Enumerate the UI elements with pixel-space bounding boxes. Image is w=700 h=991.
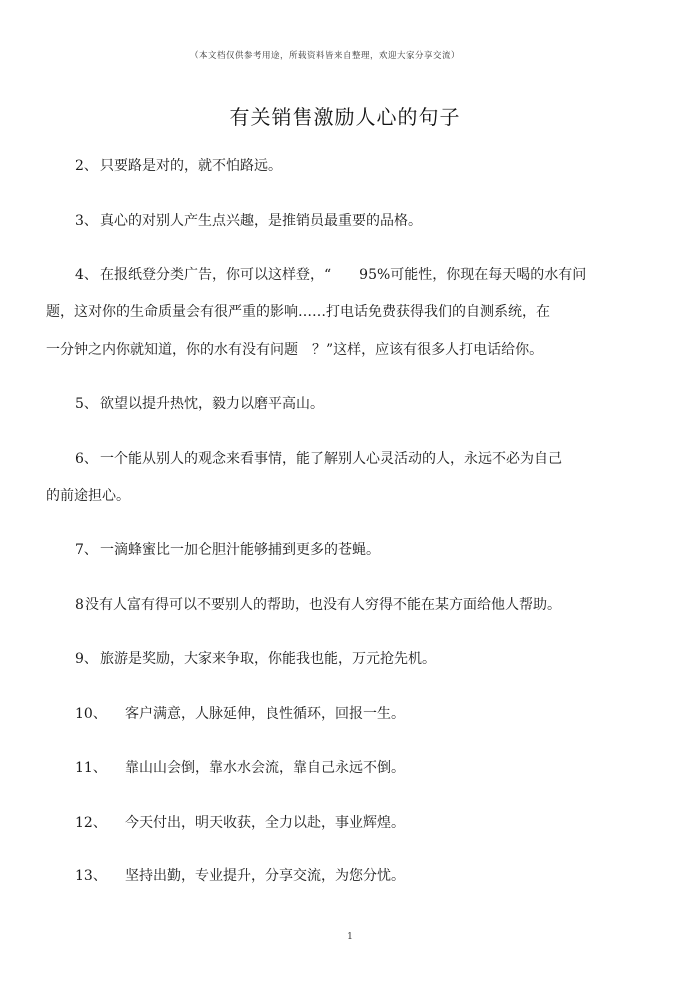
item-number: 7、 xyxy=(75,542,98,558)
item-continuation: 题，这对你的生命质量会有很严重的影响……打电话免费获得我们的自测系统，在 xyxy=(46,304,550,320)
list-item xyxy=(75,394,324,414)
list-item xyxy=(75,704,405,724)
page-number: 1 xyxy=(347,932,353,942)
item-number: 5、 xyxy=(75,396,98,412)
list-item xyxy=(75,595,561,615)
item-text: 旅游是奖励，大家来争取，你能我也能，万元抢先机。 xyxy=(100,651,436,667)
list-item xyxy=(75,813,405,833)
item-text: 一滴蜂蜜比一加仑胆汁能够捕到更多的苍蝇。 xyxy=(100,542,380,558)
list-item xyxy=(75,649,436,669)
item-number: 11、 xyxy=(75,760,107,776)
item-number: 12、 xyxy=(75,815,107,831)
item-number: 10、 xyxy=(75,706,107,722)
item-text: 只要路是对的，就不怕路远。 xyxy=(100,158,282,174)
item-text: 真心的对别人产生点兴趣，是推销员最重要的品格。 xyxy=(100,213,422,229)
list-item xyxy=(75,211,422,231)
document-title: 有关销售激励人心的句子 xyxy=(229,105,461,129)
item-number: 9、 xyxy=(75,651,98,667)
item-text: 今天付出，明天收获，全力以赴，事业辉煌。 xyxy=(125,815,405,831)
item-text: 在报纸登分类广告，你可以这样登，“ 95%可能性，你现在每天喝的水有问 xyxy=(100,267,587,283)
list-item xyxy=(75,156,282,176)
list-item xyxy=(75,866,405,886)
item-number: 4、 xyxy=(75,267,98,283)
list-item xyxy=(75,540,380,560)
item-number: 8 xyxy=(75,597,84,613)
item-number: 2、 xyxy=(75,158,98,174)
item-number: 6、 xyxy=(75,451,98,467)
item-text: 靠山山会倒，靠水水会流，靠自己永远不倒。 xyxy=(125,760,405,776)
item-text: 没有人富有得可以不要别人的帮助，也没有人穷得不能在某方面给他人帮助。 xyxy=(85,597,561,613)
list-item xyxy=(75,449,562,469)
item-continuation: 一分钟之内你就知道，你的水有没有问题 ？”这样，应该有很多人打电话给你。 xyxy=(46,342,544,358)
item-number: 3、 xyxy=(75,213,98,229)
item-number: 13、 xyxy=(75,868,107,884)
item-text: 客户满意，人脉延伸，良性循环，回报一生。 xyxy=(125,706,405,722)
list-item xyxy=(75,265,586,285)
item-text: 一个能从别人的观念来看事情，能了解别人心灵活动的人，永远不必为自己 xyxy=(100,451,562,467)
item-continuation: 的前途担心。 xyxy=(46,488,130,504)
item-text: 欲望以提升热忱，毅力以磨平高山。 xyxy=(100,396,324,412)
list-item xyxy=(75,758,405,778)
item-text: 坚持出勤，专业提升，分享交流，为您分忧。 xyxy=(125,868,405,884)
header-note: （本文档仅供参考用途，所载资料皆来自整理，欢迎大家分享交流） xyxy=(189,51,460,61)
